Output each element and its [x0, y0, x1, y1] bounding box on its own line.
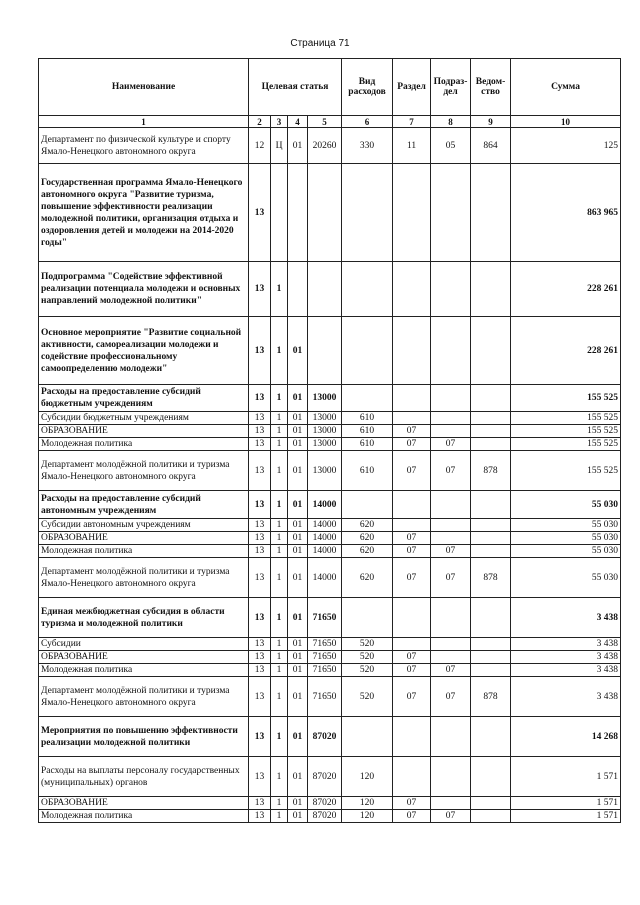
row-expense-type [342, 717, 393, 757]
row-target-subprogram: 1 [271, 385, 288, 412]
row-target-activity: 01 [288, 532, 308, 545]
row-target-direction: 13000 [308, 385, 342, 412]
table-row [39, 545, 621, 558]
row-amount: 1 571 [511, 810, 621, 823]
row-department [471, 651, 511, 664]
row-expense-type: 520 [342, 651, 393, 664]
row-amount: 155 525 [511, 425, 621, 438]
row-name: Субсидии [39, 638, 249, 651]
row-target-program: 13 [249, 717, 271, 757]
row-section: 07 [393, 545, 431, 558]
row-subsection [431, 385, 471, 412]
row-name: Субсидии бюджетным учреждениям [39, 412, 249, 425]
row-subsection: 07 [431, 558, 471, 598]
row-target-program: 13 [249, 558, 271, 598]
row-subsection [431, 638, 471, 651]
row-target-subprogram: 1 [271, 638, 288, 651]
row-name: Молодежная политика [39, 664, 249, 677]
row-amount: 155 525 [511, 438, 621, 451]
row-target-subprogram: 1 [271, 664, 288, 677]
table-row [39, 810, 621, 823]
row-subsection: 07 [431, 664, 471, 677]
row-target-direction: 13000 [308, 438, 342, 451]
col-number: 3 [271, 116, 288, 128]
table-row [39, 519, 621, 532]
row-target-subprogram [271, 164, 288, 262]
row-name: Департамент молодёжной политики и туризма Ямало-Ненецкого автономного округа [39, 558, 249, 598]
row-section [393, 164, 431, 262]
row-target-program: 13 [249, 317, 271, 385]
row-target-program: 13 [249, 797, 271, 810]
row-target-activity: 01 [288, 412, 308, 425]
row-target-subprogram: 1 [271, 438, 288, 451]
row-amount: 155 525 [511, 451, 621, 491]
header-section: Раздел [393, 59, 431, 116]
row-department [471, 638, 511, 651]
table-row [39, 651, 621, 664]
row-amount: 228 261 [511, 262, 621, 317]
row-target-direction: 87020 [308, 797, 342, 810]
row-subsection: 07 [431, 677, 471, 717]
col-number: 9 [471, 116, 511, 128]
row-expense-type: 520 [342, 664, 393, 677]
row-department [471, 757, 511, 797]
row-department [471, 810, 511, 823]
row-section: 07 [393, 451, 431, 491]
row-name: ОБРАЗОВАНИЕ [39, 651, 249, 664]
row-target-program: 13 [249, 757, 271, 797]
row-department [471, 717, 511, 757]
row-target-direction [308, 317, 342, 385]
row-expense-type: 520 [342, 638, 393, 651]
table-header-row [39, 59, 621, 116]
row-expense-type: 610 [342, 412, 393, 425]
row-amount: 863 965 [511, 164, 621, 262]
row-amount: 3 438 [511, 598, 621, 638]
row-section: 07 [393, 677, 431, 717]
row-target-subprogram: 1 [271, 797, 288, 810]
row-section: 07 [393, 532, 431, 545]
table-row [39, 451, 621, 491]
row-department [471, 532, 511, 545]
row-section [393, 385, 431, 412]
row-target-program: 13 [249, 412, 271, 425]
table-row [39, 677, 621, 717]
row-target-activity: 01 [288, 545, 308, 558]
row-target-direction: 71650 [308, 638, 342, 651]
row-target-subprogram: Ц [271, 128, 288, 164]
row-target-direction: 20260 [308, 128, 342, 164]
row-name: Департамент молодёжной политики и туризма Ямало-Ненецкого автономного округа [39, 677, 249, 717]
row-amount: 55 030 [511, 532, 621, 545]
row-section [393, 757, 431, 797]
row-name: Подпрограмма "Содействие эффективной реализации потенциала молодежи и основных направлений молодежной политики" [39, 262, 249, 317]
row-section: 11 [393, 128, 431, 164]
row-target-direction: 87020 [308, 810, 342, 823]
col-number: 1 [39, 116, 249, 128]
row-name: ОБРАЗОВАНИЕ [39, 425, 249, 438]
row-subsection: 07 [431, 545, 471, 558]
row-expense-type [342, 385, 393, 412]
row-target-activity: 01 [288, 757, 308, 797]
table-body [39, 128, 621, 823]
table-row [39, 598, 621, 638]
row-department [471, 519, 511, 532]
row-subsection [431, 491, 471, 519]
table-row [39, 638, 621, 651]
row-target-program: 13 [249, 598, 271, 638]
row-amount: 228 261 [511, 317, 621, 385]
row-target-subprogram: 1 [271, 757, 288, 797]
row-target-activity: 01 [288, 438, 308, 451]
table-row [39, 262, 621, 317]
row-name: Мероприятия по повышению эффективности реализации молодежной политики [39, 717, 249, 757]
row-target-direction: 71650 [308, 677, 342, 717]
table-row [39, 128, 621, 164]
table-row [39, 558, 621, 598]
row-target-activity: 01 [288, 425, 308, 438]
row-department [471, 797, 511, 810]
row-target-subprogram: 1 [271, 810, 288, 823]
row-expense-type: 620 [342, 545, 393, 558]
table-row [39, 532, 621, 545]
row-target-subprogram: 1 [271, 677, 288, 717]
row-expense-type: 120 [342, 757, 393, 797]
row-target-program: 13 [249, 491, 271, 519]
row-name: Субсидии автономным учреждениям [39, 519, 249, 532]
row-expense-type: 610 [342, 425, 393, 438]
row-target-activity: 01 [288, 385, 308, 412]
col-number: 8 [431, 116, 471, 128]
row-amount: 1 571 [511, 797, 621, 810]
row-section: 07 [393, 438, 431, 451]
row-amount: 55 030 [511, 519, 621, 532]
row-department: 878 [471, 451, 511, 491]
row-target-program: 13 [249, 664, 271, 677]
row-target-direction: 71650 [308, 598, 342, 638]
row-target-subprogram: 1 [271, 491, 288, 519]
row-amount: 1 571 [511, 757, 621, 797]
row-target-activity: 01 [288, 677, 308, 717]
row-section [393, 412, 431, 425]
row-expense-type: 610 [342, 438, 393, 451]
row-department [471, 598, 511, 638]
row-target-program: 13 [249, 651, 271, 664]
row-target-direction: 14000 [308, 558, 342, 598]
row-expense-type [342, 598, 393, 638]
row-target-subprogram: 1 [271, 451, 288, 491]
col-number: 10 [511, 116, 621, 128]
table-row [39, 797, 621, 810]
row-subsection [431, 757, 471, 797]
row-subsection [431, 797, 471, 810]
row-target-direction: 13000 [308, 425, 342, 438]
col-number: 6 [342, 116, 393, 128]
row-expense-type: 330 [342, 128, 393, 164]
row-target-subprogram: 1 [271, 519, 288, 532]
row-name: Департамент молодёжной политики и туризма Ямало-Ненецкого автономного округа [39, 451, 249, 491]
row-section: 07 [393, 797, 431, 810]
row-amount: 14 268 [511, 717, 621, 757]
row-name: Расходы на выплаты персоналу государственных (муниципальных) органов [39, 757, 249, 797]
row-amount: 155 525 [511, 412, 621, 425]
row-amount: 3 438 [511, 677, 621, 717]
row-target-program: 13 [249, 451, 271, 491]
row-name: Молодежная политика [39, 810, 249, 823]
row-target-activity: 01 [288, 638, 308, 651]
row-expense-type [342, 317, 393, 385]
row-subsection: 05 [431, 128, 471, 164]
row-expense-type: 610 [342, 451, 393, 491]
row-amount: 125 [511, 128, 621, 164]
row-target-direction: 71650 [308, 664, 342, 677]
row-subsection [431, 717, 471, 757]
row-target-direction: 14000 [308, 545, 342, 558]
row-target-subprogram: 1 [271, 558, 288, 598]
row-amount: 3 438 [511, 638, 621, 651]
row-section [393, 317, 431, 385]
row-name: ОБРАЗОВАНИЕ [39, 797, 249, 810]
row-target-program: 13 [249, 385, 271, 412]
row-section: 07 [393, 810, 431, 823]
row-target-activity: 01 [288, 797, 308, 810]
row-target-direction: 13000 [308, 412, 342, 425]
row-department [471, 438, 511, 451]
row-target-direction: 14000 [308, 491, 342, 519]
row-name: ОБРАЗОВАНИЕ [39, 532, 249, 545]
col-number: 5 [308, 116, 342, 128]
header-name: Наименование [39, 59, 249, 116]
row-target-direction: 13000 [308, 451, 342, 491]
row-target-activity [288, 164, 308, 262]
row-department: 878 [471, 558, 511, 598]
row-amount: 3 438 [511, 651, 621, 664]
col-number: 2 [249, 116, 271, 128]
table-row [39, 664, 621, 677]
row-target-activity: 01 [288, 317, 308, 385]
header-department: Ведом-ство [471, 59, 511, 116]
row-target-activity: 01 [288, 664, 308, 677]
row-subsection [431, 519, 471, 532]
row-target-activity: 01 [288, 519, 308, 532]
row-target-subprogram: 1 [271, 532, 288, 545]
row-name: Единая межбюджетная субсидия в области туризма и молодежной политики [39, 598, 249, 638]
table-row [39, 317, 621, 385]
row-amount: 155 525 [511, 385, 621, 412]
row-target-direction [308, 164, 342, 262]
header-subsection: Подраз-дел [431, 59, 471, 116]
row-department [471, 385, 511, 412]
row-name: Расходы на предоставление субсидий автономным учреждениям [39, 491, 249, 519]
row-section: 07 [393, 425, 431, 438]
row-target-program: 13 [249, 262, 271, 317]
row-target-direction: 87020 [308, 717, 342, 757]
row-target-program: 13 [249, 438, 271, 451]
row-section [393, 262, 431, 317]
row-target-program: 13 [249, 677, 271, 717]
row-section [393, 717, 431, 757]
header-target: Целевая статья [249, 59, 342, 116]
row-target-activity: 01 [288, 717, 308, 757]
row-subsection [431, 598, 471, 638]
row-department [471, 262, 511, 317]
row-target-direction [308, 262, 342, 317]
row-name: Молодежная политика [39, 545, 249, 558]
row-department [471, 412, 511, 425]
row-target-subprogram: 1 [271, 412, 288, 425]
row-target-activity: 01 [288, 651, 308, 664]
table-row [39, 438, 621, 451]
row-expense-type: 620 [342, 519, 393, 532]
row-expense-type: 520 [342, 677, 393, 717]
row-target-activity: 01 [288, 558, 308, 598]
table-row [39, 757, 621, 797]
row-expense-type [342, 164, 393, 262]
row-department [471, 164, 511, 262]
row-name: Молодежная политика [39, 438, 249, 451]
row-target-subprogram: 1 [271, 425, 288, 438]
row-target-program: 13 [249, 532, 271, 545]
row-name: Основное мероприятие "Развитие социальной активности, самореализации молодежи и содействие профессиональному самоопределению молодежи" [39, 317, 249, 385]
col-number: 7 [393, 116, 431, 128]
row-expense-type: 120 [342, 810, 393, 823]
row-expense-type: 620 [342, 532, 393, 545]
row-target-subprogram: 1 [271, 651, 288, 664]
row-target-program: 13 [249, 519, 271, 532]
table-row [39, 412, 621, 425]
row-section: 07 [393, 664, 431, 677]
row-department [471, 664, 511, 677]
row-department [471, 425, 511, 438]
row-section: 07 [393, 651, 431, 664]
row-expense-type [342, 491, 393, 519]
table-row [39, 164, 621, 262]
row-section [393, 638, 431, 651]
row-target-activity: 01 [288, 598, 308, 638]
row-subsection [431, 651, 471, 664]
page-title: Страница 71 [290, 38, 350, 49]
row-target-activity: 01 [288, 451, 308, 491]
row-department [471, 491, 511, 519]
row-target-program: 13 [249, 810, 271, 823]
header-expense-type: Вид расходов [342, 59, 393, 116]
row-target-activity: 01 [288, 491, 308, 519]
row-expense-type: 120 [342, 797, 393, 810]
row-subsection [431, 532, 471, 545]
row-target-subprogram: 1 [271, 598, 288, 638]
row-name: Департамент по физической культуре и спорту Ямало-Ненецкого автономного округа [39, 128, 249, 164]
row-target-program: 13 [249, 425, 271, 438]
table-row [39, 491, 621, 519]
row-subsection [431, 425, 471, 438]
row-target-subprogram: 1 [271, 545, 288, 558]
row-subsection: 07 [431, 810, 471, 823]
row-section: 07 [393, 558, 431, 598]
row-target-program: 13 [249, 638, 271, 651]
row-subsection [431, 412, 471, 425]
budget-table [38, 58, 621, 823]
row-expense-type [342, 262, 393, 317]
row-name: Расходы на предоставление субсидий бюджетным учреждениям [39, 385, 249, 412]
row-target-subprogram: 1 [271, 717, 288, 757]
table-row [39, 425, 621, 438]
row-target-activity [288, 262, 308, 317]
row-amount: 55 030 [511, 545, 621, 558]
row-target-direction: 14000 [308, 519, 342, 532]
col-number: 4 [288, 116, 308, 128]
table-row [39, 385, 621, 412]
row-section [393, 491, 431, 519]
row-target-activity: 01 [288, 128, 308, 164]
row-target-direction: 14000 [308, 532, 342, 545]
row-department: 864 [471, 128, 511, 164]
row-amount: 3 438 [511, 664, 621, 677]
row-target-program: 13 [249, 164, 271, 262]
row-target-program: 12 [249, 128, 271, 164]
row-section [393, 519, 431, 532]
row-department [471, 317, 511, 385]
row-amount: 55 030 [511, 558, 621, 598]
row-target-direction: 71650 [308, 651, 342, 664]
row-subsection: 07 [431, 438, 471, 451]
row-name: Государственная программа Ямало-Ненецкого автономного округа "Развитие туризма, повышение эффективности реализации молодежной политики, организация отдыха и оздоровления детей и молодежи на 2014-2020 годы" [39, 164, 249, 262]
row-section [393, 598, 431, 638]
row-department: 878 [471, 677, 511, 717]
column-numbers-row [39, 116, 621, 128]
row-target-direction: 87020 [308, 757, 342, 797]
row-subsection [431, 262, 471, 317]
row-target-program: 13 [249, 545, 271, 558]
row-target-activity: 01 [288, 810, 308, 823]
row-target-subprogram: 1 [271, 317, 288, 385]
row-expense-type: 620 [342, 558, 393, 598]
row-target-subprogram: 1 [271, 262, 288, 317]
row-subsection [431, 164, 471, 262]
row-department [471, 545, 511, 558]
header-amount: Сумма [511, 59, 621, 116]
row-subsection [431, 317, 471, 385]
row-amount: 55 030 [511, 491, 621, 519]
row-subsection: 07 [431, 451, 471, 491]
table-row [39, 717, 621, 757]
